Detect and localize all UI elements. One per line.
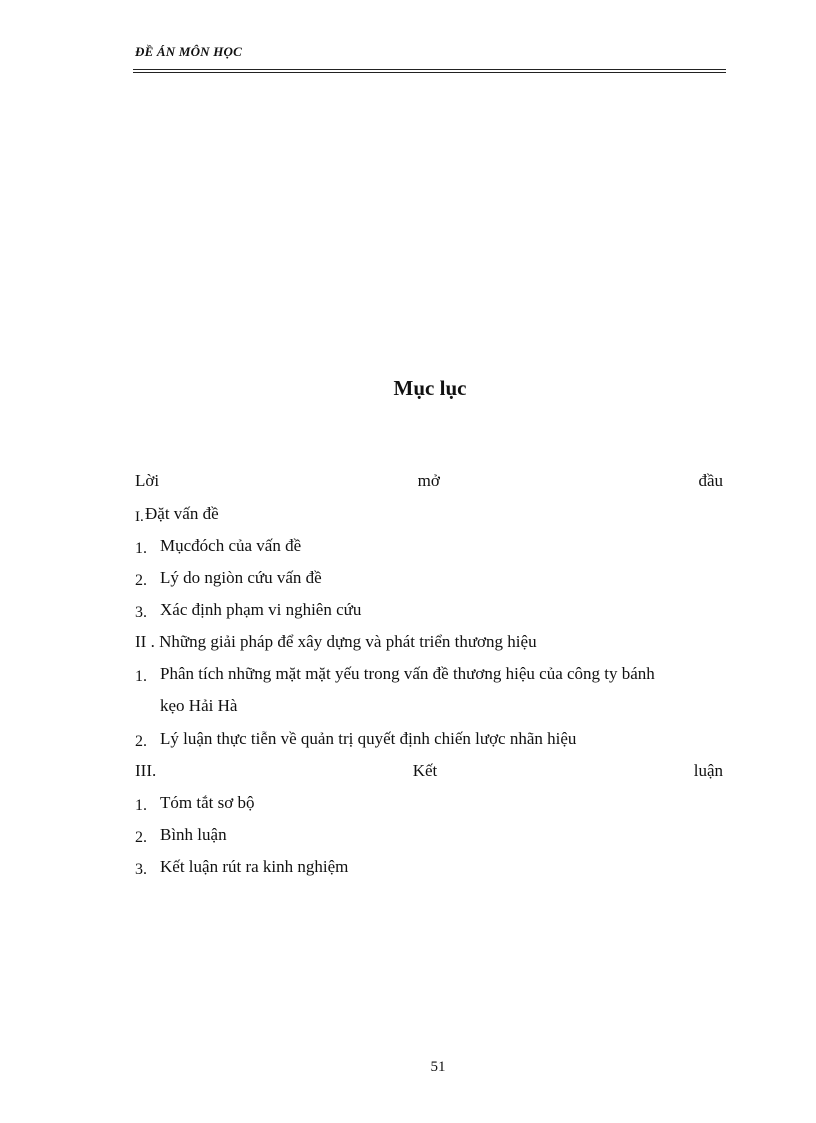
section-3-word-3: luận (693, 761, 723, 780)
toc-intro-line (135, 469, 723, 493)
item-number: 1. (135, 540, 147, 557)
item-text: Lý do ngiòn cứu vấn đề (160, 568, 322, 587)
toc-section-1-item-2 (135, 566, 723, 590)
item-number: 2. (135, 572, 147, 589)
page-number: 51 (430, 1059, 446, 1075)
toc-section-2-item-2 (135, 727, 723, 751)
section-1-numeral: I. (135, 509, 144, 525)
toc-intro-word-2: mở (417, 471, 440, 490)
toc-intro-word-1: Lời (135, 471, 160, 490)
item-text: Kết luận rút ra kinh nghiệm (160, 857, 349, 876)
toc-intro-word-3: đầu (698, 471, 723, 490)
item-number: 1. (135, 797, 147, 814)
toc-section-3-item-2 (135, 823, 723, 847)
item-number: 3. (135, 861, 147, 878)
toc-section-2-item-1 (135, 662, 723, 686)
toc-section-1 (135, 502, 723, 526)
item-text: Phân tích những mặt mặt yếu trong vấn đề thương hiệu của công ty bánh (160, 664, 655, 683)
toc-section-1-item-1 (135, 534, 723, 558)
toc-section-3-item-1 (135, 791, 723, 815)
item-text: Tóm tắt sơ bộ (160, 793, 255, 812)
item-text-continuation: kẹo Hải Hà (160, 696, 238, 715)
toc-heading: Mục lục (393, 376, 467, 400)
item-text: Xác định phạm vi nghiên cứu (160, 600, 362, 619)
section-1-label: Đặt vấn đề (145, 504, 219, 523)
section-3-word-2: Kết (412, 761, 438, 780)
section-3-word-1: III. (135, 761, 157, 780)
item-number: 2. (135, 733, 147, 750)
toc-section-3 (135, 759, 723, 783)
item-text: Bình luận (160, 825, 227, 844)
item-number: 2. (135, 829, 147, 846)
header-title: ĐỀ ÁN MÔN HỌC (135, 44, 242, 59)
section-2-label: II . Những giải pháp để xây dựng và phát triển thương hiệu (135, 632, 537, 651)
item-number: 1. (135, 668, 147, 685)
item-number: 3. (135, 604, 147, 621)
item-text: Lý luận thực tiễn về quản trị quyết định chiến lược nhãn hiệu (160, 729, 577, 748)
toc-section-3-item-3 (135, 855, 723, 879)
toc-section-2-item-1-cont (135, 694, 723, 718)
toc-section-1-item-3 (135, 598, 723, 622)
item-text: Mụcđóch của vấn đề (160, 536, 302, 555)
toc-section-2 (135, 630, 723, 654)
header-double-rule (133, 69, 726, 73)
